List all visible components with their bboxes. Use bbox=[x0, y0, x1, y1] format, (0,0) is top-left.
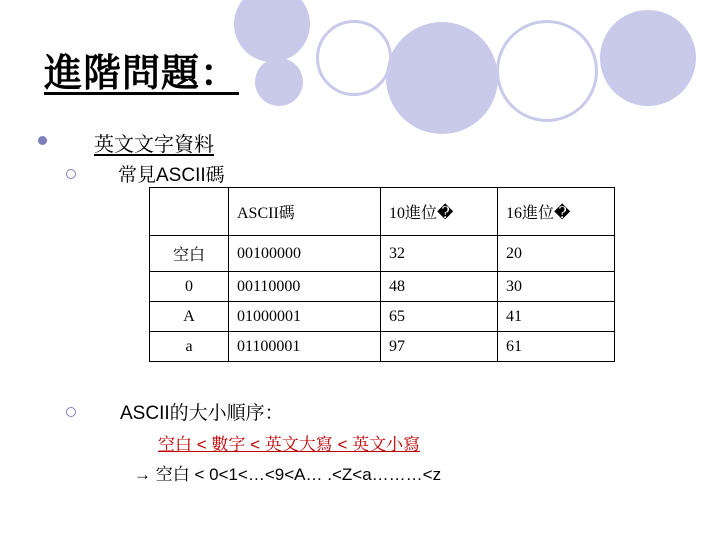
table-header-cell: 10進位� bbox=[381, 188, 498, 236]
order-sequence: → 空白 < 0<1<…<9<A… .<Z<a………<z bbox=[134, 465, 442, 484]
table-cell: 01000001 bbox=[229, 302, 381, 332]
table-cell: 30 bbox=[498, 272, 615, 302]
table-row bbox=[150, 332, 615, 362]
table-header-cell: 16進位� bbox=[498, 188, 615, 236]
decor-circle-5 bbox=[496, 20, 598, 122]
table-cell: 20 bbox=[498, 236, 615, 272]
table-cell: 41 bbox=[498, 302, 615, 332]
bullet-circle bbox=[66, 169, 76, 179]
decor-circle-6 bbox=[600, 10, 696, 106]
table-header-row bbox=[150, 188, 615, 236]
decor-circle-1 bbox=[234, 0, 310, 62]
table-cell: 0 bbox=[150, 272, 229, 302]
bullet-dot bbox=[38, 136, 47, 145]
decor-circle-4 bbox=[386, 22, 498, 134]
table-cell: 48 bbox=[381, 272, 498, 302]
table-row bbox=[150, 302, 615, 332]
ascii-table bbox=[149, 187, 615, 362]
bullet-circle bbox=[66, 407, 76, 417]
table-cell: 32 bbox=[381, 236, 498, 272]
decor-circle-3 bbox=[316, 20, 392, 96]
table-header-cell bbox=[150, 188, 229, 236]
table-cell: 65 bbox=[381, 302, 498, 332]
order-rule: 空白 < 數字 < 英文大寫 < 英文小寫 bbox=[158, 435, 421, 454]
table-row bbox=[150, 272, 615, 302]
table-header-cell: ASCII碼 bbox=[229, 188, 381, 236]
table-cell: a bbox=[150, 332, 229, 362]
table-cell: 61 bbox=[498, 332, 615, 362]
order-heading: ASCII的大小順序： bbox=[120, 403, 284, 424]
page-title: 進階問題： bbox=[44, 53, 240, 95]
topic-heading: 英文文字資料 bbox=[94, 134, 214, 156]
table-cell: 97 bbox=[381, 332, 498, 362]
table-row bbox=[150, 236, 615, 272]
subtopic-heading: 常見ASCII碼 bbox=[118, 165, 225, 186]
table-cell: 空白 bbox=[150, 236, 229, 272]
table-cell: 00110000 bbox=[229, 272, 381, 302]
table-cell: A bbox=[150, 302, 229, 332]
table-cell: 00100000 bbox=[229, 236, 381, 272]
decor-circle-2 bbox=[255, 58, 303, 106]
table-cell: 01100001 bbox=[229, 332, 381, 362]
